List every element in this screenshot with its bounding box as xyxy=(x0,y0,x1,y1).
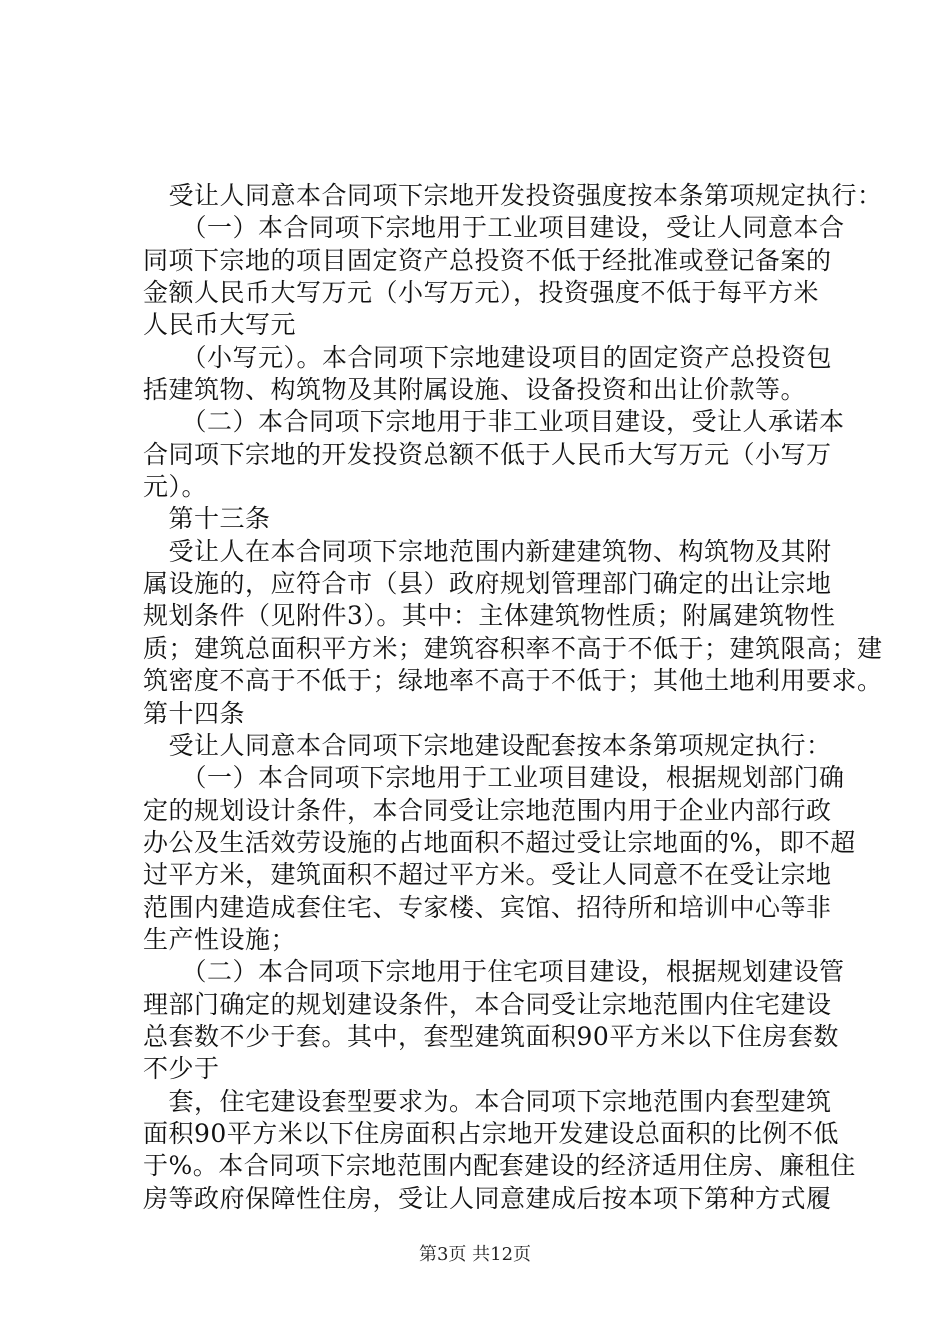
page-footer: 第3页 共12页 xyxy=(418,1244,532,1265)
body-line: 房等政府保障性住房，受让人同意建成后按本项下第种方式履 xyxy=(143,1183,832,1213)
body-line: 理部门确定的规划建设条件，本合同受让宗地范围内住宅建设 xyxy=(143,989,832,1019)
section-heading: 第十四条 xyxy=(143,698,246,728)
body-line: （二）本合同项下宗地用于非工业项目建设，受让人承诺本 xyxy=(143,407,845,437)
body-line: 受让人同意本合同项下宗地建设配套按本条第项规定执行： xyxy=(143,730,832,760)
body-line: 规划条件（见附件3）。其中：主体建筑物性质；附属建筑物性 xyxy=(143,601,836,631)
section-heading: 第十三条 xyxy=(143,504,271,534)
body-line: 括建筑物、构筑物及其附属设施、设备投资和出让价款等。 xyxy=(143,375,807,405)
body-line: （二）本合同项下宗地用于住宅项目建设，根据规划建设管 xyxy=(143,957,845,987)
body-line: 受让人在本合同项下宗地范围内新建建筑物、构筑物及其附 xyxy=(143,536,832,566)
body-line: 合同项下宗地的开发投资总额不低于人民币大写万元（小写万 xyxy=(143,439,832,469)
body-line: 面积90平方米以下住房面积占宗地开发建设总面积的比例不低 xyxy=(143,1118,839,1148)
body-line: （一）本合同项下宗地用于工业项目建设，根据规划部门确 xyxy=(143,763,845,793)
body-line: 受让人同意本合同项下宗地开发投资强度按本条第项规定执行： xyxy=(143,181,883,210)
body-line: 质；建筑总面积平方米；建筑容积率不高于不低于；建筑限高；建 xyxy=(143,633,883,663)
body-line: 金额人民币大写万元（小写万元），投资强度不低于每平方米 xyxy=(143,278,820,308)
body-line: 筑密度不高于不低于；绿地率不高于不低于；其他土地利用要求。 xyxy=(143,666,883,696)
body-line: 属设施的，应符合市（县）政府规划管理部门确定的出让宗地 xyxy=(143,569,832,599)
body-line: 于%。本合同项下宗地范围内配套建设的经济适用住房、廉租住 xyxy=(143,1151,856,1181)
body-line: （小写元）。本合同项下宗地建设项目的固定资产总投资包 xyxy=(143,342,833,372)
body-line: 办公及生活效劳设施的占地面积不超过受让宗地面的%，即不超 xyxy=(143,827,856,857)
body-line: 过平方米，建筑面积不超过平方米。受让人同意不在受让宗地 xyxy=(143,860,832,890)
body-line: 套，住宅建设套型要求为。本合同项下宗地范围内套型建筑 xyxy=(143,1086,832,1116)
body-line: 范围内建造成套住宅、专家楼、宾馆、招待所和培训中心等非 xyxy=(143,892,832,922)
body-line: （一）本合同项下宗地用于工业项目建设，受让人同意本合 xyxy=(143,213,845,243)
body-line: 生产性设施； xyxy=(143,924,297,954)
body-line: 总套数不少于套。其中，套型建筑面积90平方米以下住房套数 xyxy=(143,1021,839,1051)
body-line: 人民币大写元 xyxy=(143,310,297,340)
body-line: 元）。 xyxy=(143,472,208,502)
body-line: 定的规划设计条件，本合同受让宗地范围内用于企业内部行政 xyxy=(143,795,832,825)
body-line: 同项下宗地的项目固定资产总投资不低于经批准或登记备案的 xyxy=(143,245,832,275)
body-line: 不少于 xyxy=(143,1054,220,1084)
